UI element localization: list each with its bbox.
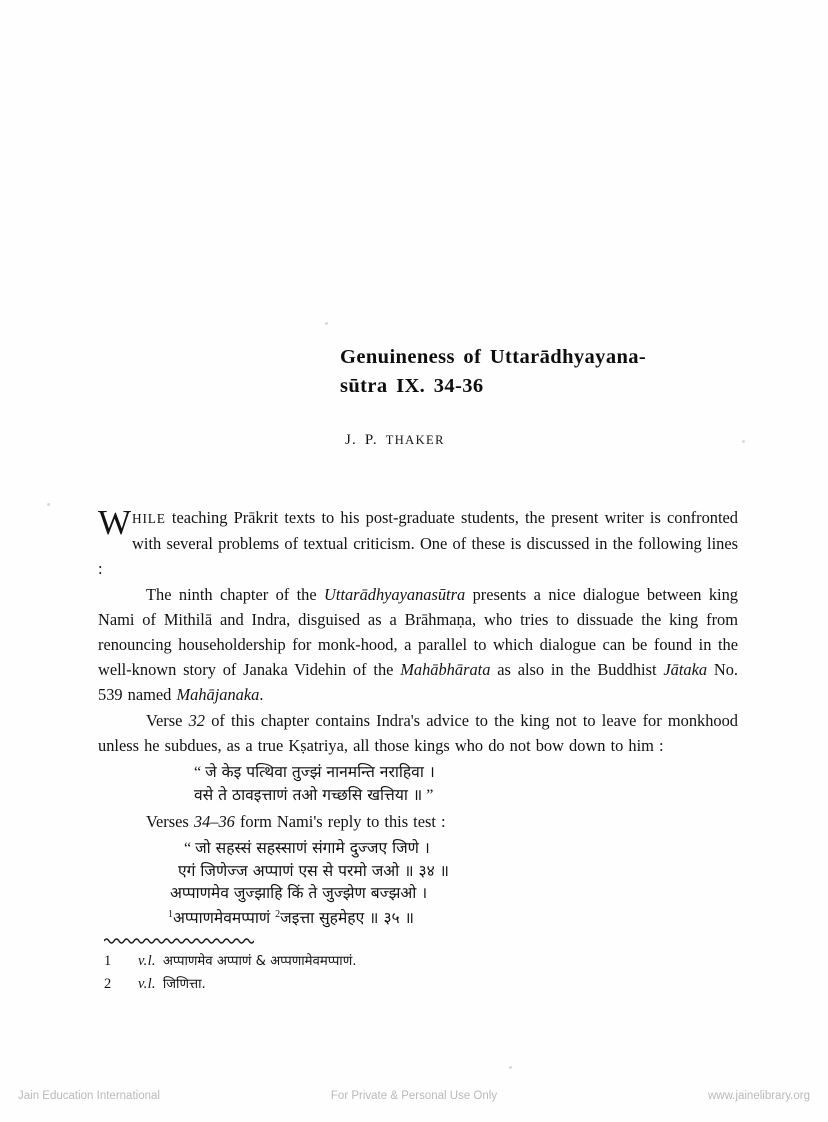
verse-34-line-2-text: एगं जिणेज्ज अप्पाणं एस से परमो जओ ॥ ३४ ॥ [178,862,450,881]
verse-number-34-36: 34–36 [193,812,235,832]
article-title-line-2: sūtra IX. 34-36 [340,375,484,398]
drop-cap-letter: W [98,503,132,542]
verse-number-32: 32 [188,710,205,730]
scan-footer [0,1090,828,1110]
article-title-line-1: Genuineness of Uttarādhyayana- [340,346,647,368]
verse-35-line-2-part-b: जइत्ता सुहमेहए ॥ ३५ ॥ [280,909,414,928]
paragraph-1 [98,505,738,582]
verse-34-line-1 [184,837,738,860]
footnote-list [104,950,604,996]
paragraph-1-smallcaps: HILE [132,511,166,526]
footnote-marker-1: 1 [168,909,173,921]
title-jataka: Jātaka [663,660,708,680]
verse-32-line-1-text: जे केइ पत्थिवा तुज्झं नानमन्ति नराहिवा । [205,763,435,782]
paragraph-4-part-b: form Nami's reply to this test : [234,812,446,832]
verse-35-line-2 [168,904,738,929]
author-byline [345,432,445,449]
body-column [98,505,738,931]
verse-32-line-1 [194,761,738,784]
footnote-item [104,973,604,996]
paragraph-2 [98,582,738,708]
scan-speck [47,503,50,506]
verse-34-36-block [98,837,738,929]
scan-footer-left: Jain Education International [18,1090,160,1102]
paragraph-1-text: teaching Prākrit texts to his post-graduate students, the present writer is confronted with several problems of textual criticism. One of these is discussed in the following lines : [98,508,738,579]
footnote-marker-2: 2 [275,909,281,921]
title-mahabharata: Mahābhārata [400,660,491,680]
verse-32-line-2 [194,784,738,807]
verse-34-line-1-text: जो सहस्सं सहस्साणं संगामे दुज्जए जिणे । [195,839,430,858]
paragraph-2-part-c: as also in the Buddhist [490,660,664,680]
paragraph-2-part-e: . [259,685,264,705]
title-uttaradhyayanasutra: Uttarādhyayanasūtra [324,584,466,604]
scan-footer-right[interactable]: www.jainelibrary.org [707,1090,810,1102]
page-title [340,343,760,401]
paragraph-4-part-a: Verses [146,812,194,832]
scan-speck [325,322,328,325]
open-quote: “ [194,764,206,782]
author-initials: J. P. [345,432,386,448]
paragraph-2-part-a: The ninth chapter of the [146,584,325,604]
footnote-number: 2 [104,976,112,992]
verse-35-line-2-part-a: अप्पाणमेवमप्पाणं [173,909,276,928]
paragraph-2-part-b: presents a nice dialogue between king Nami of Mithilā and Indra, disguised as a Brāhmaṇa, who tries to dissuade the king from renouncing householdership for monk-hood, a parallel to which dialogue can be found in the well-known story of Janaka Videhin of the [98,584,738,680]
title-mahajanaka: Mahājanaka [176,685,260,705]
paragraph-3-part-a: Verse [146,710,189,730]
author-surname: THAKER [385,433,445,447]
footnote-number: 1 [104,953,112,969]
verse-34-line-2 [178,860,738,882]
footnote-separator [104,936,254,944]
footnote-abbrev: v.l. [138,976,156,992]
article-title-block [340,343,760,401]
footnote-item [104,950,604,973]
scan-speck [509,1066,512,1069]
footnote-text: अप्पाणमेव अप्पाणं & अप्पणामेवमप्पाणं. [162,954,357,969]
footnote-text: जिणित्ता. [162,977,206,992]
verse-35-line-1-text: अप्पाणमेव जुज्झाहि किं ते जुज्झेण बज्झओ । [170,884,428,903]
close-quote: ” [422,787,434,805]
verse-35-line-1 [170,882,738,904]
paragraph-3-part-b: of this chapter contains Indra's advice to the king not to leave for monkhood unless he subdues, as a true Kṣatriya, all those kings who do not bow down to him : [98,710,738,755]
footnote-abbrev: v.l. [138,953,156,969]
paragraph-4 [98,809,738,834]
scan-speck [742,440,745,443]
scan-footer-center: For Private & Personal Use Only [330,1090,498,1102]
open-quote: “ [184,840,196,858]
paragraph-2-part-d: No. 539 named [98,660,738,705]
verse-32-block [98,761,738,807]
paragraph-3 [98,708,738,758]
verse-32-line-2-text: वसे ते ठावइत्ताणं तओ गच्छसि खत्तिया ॥ [194,786,423,805]
